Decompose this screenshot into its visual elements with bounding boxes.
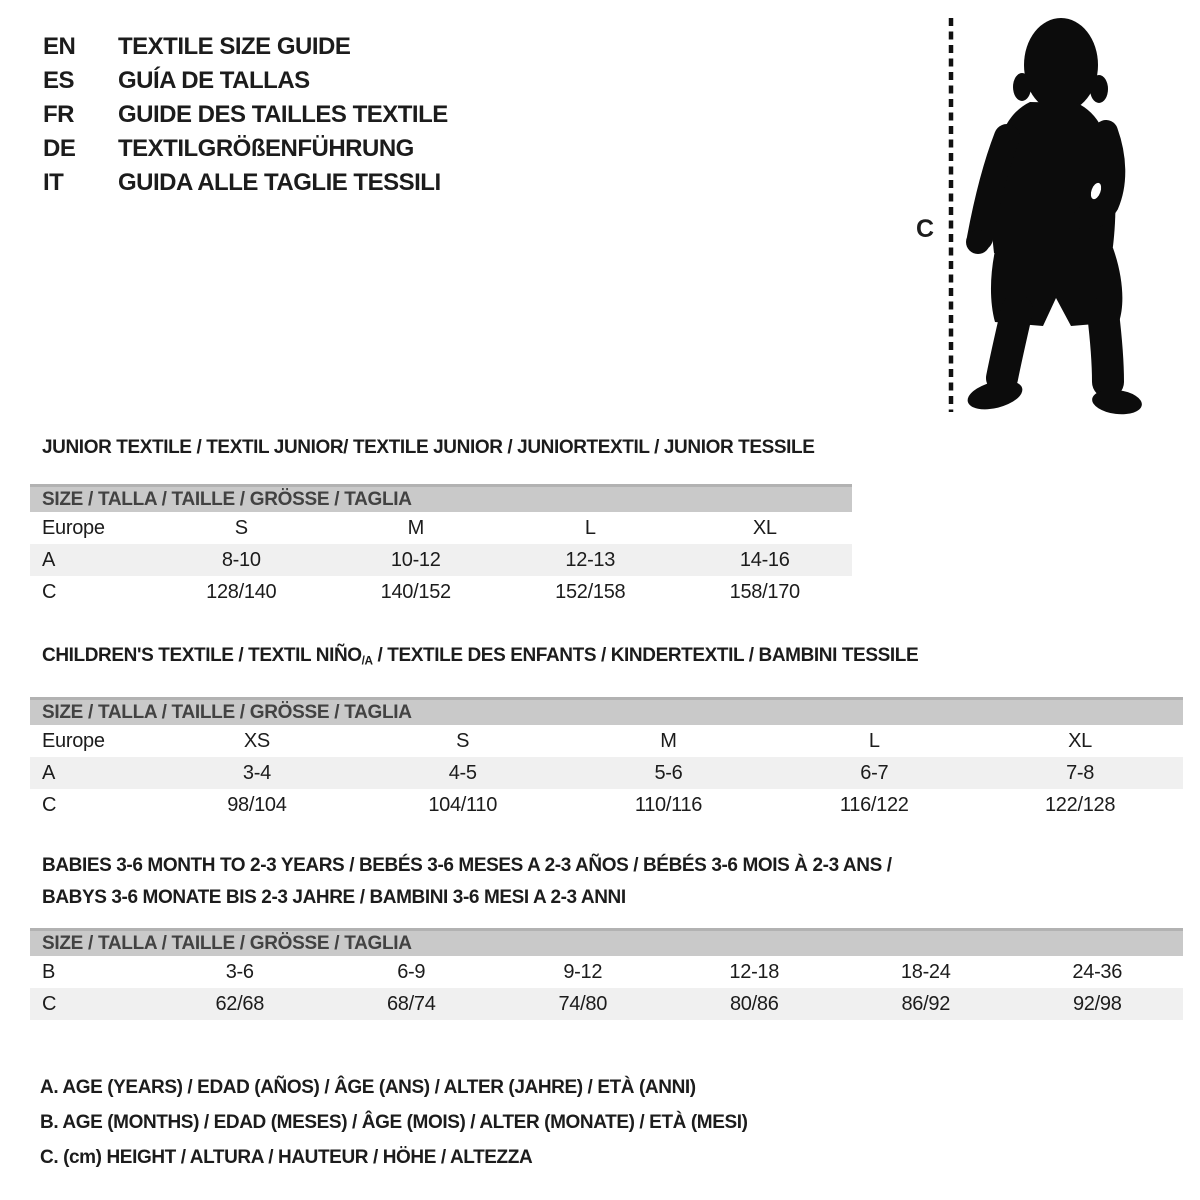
table-row-height: [30, 789, 1183, 821]
age-cell: 6-7: [860, 761, 889, 784]
legend-line-c: C. (cm) HEIGHT / ALTURA / HAUTEUR / HÖHE / ALTEZZA: [40, 1147, 533, 1168]
size-cell: S: [456, 729, 470, 752]
table-row-months: [30, 956, 1183, 988]
language-list: [43, 30, 448, 200]
height-cell: 158/170: [729, 580, 800, 603]
age-cell: 5-6: [654, 761, 683, 784]
months-cell: 6-9: [397, 960, 426, 983]
language-code: FR: [43, 101, 74, 128]
toddler-silhouette-graphic: [895, 10, 1160, 422]
height-cell: 98/104: [227, 793, 287, 816]
language-code: IT: [43, 169, 64, 196]
height-cell: 116/122: [839, 793, 909, 816]
language-title: GUIDA ALLE TAGLIE TESSILI: [118, 169, 441, 196]
language-title: GUÍA DE TALLAS: [118, 67, 310, 94]
table-row-age: [30, 544, 852, 576]
section-title-children: [30, 644, 1183, 672]
language-title: GUIDE DES TAILLES TEXTILE: [118, 101, 448, 128]
legend-line-b: B. AGE (MONTHS) / EDAD (MESES) / ÂGE (MOIS) / ALTER (MONATE) / ETÀ (MESI): [40, 1112, 748, 1133]
height-cell: 128/140: [206, 580, 277, 603]
row-label: Europe: [42, 516, 105, 539]
section-junior-textile: [30, 436, 852, 608]
height-cell: 86/92: [901, 992, 951, 1015]
size-cell: L: [584, 516, 596, 539]
size-cell: M: [660, 729, 677, 752]
language-code: EN: [43, 33, 76, 60]
size-table-header: SIZE / TALLA / TAILLE / GRÖSSE / TAGLIA: [30, 697, 1183, 725]
age-cell: 12-13: [565, 548, 616, 571]
table-row-age: [30, 757, 1183, 789]
age-cell: 3-4: [242, 761, 271, 784]
language-title: TEXTILGRÖßENFÜHRUNG: [118, 135, 414, 162]
row-label: C: [42, 580, 57, 603]
row-label: Europe: [42, 729, 105, 752]
months-cell: 12-18: [729, 960, 780, 983]
height-cell: 80/86: [729, 992, 779, 1015]
height-cell: 74/80: [558, 992, 608, 1015]
age-cell: 10-12: [390, 548, 441, 571]
title-text: CHILDREN'S TEXTILE / TEXTIL NIÑO: [42, 645, 362, 666]
table-row-height: [30, 576, 852, 608]
age-cell: 4-5: [448, 761, 477, 784]
months-cell: 24-36: [1072, 960, 1123, 983]
language-row-fr: [43, 98, 448, 132]
size-cell: XL: [752, 516, 777, 539]
height-cell: 104/110: [428, 793, 498, 816]
height-cell: 152/158: [555, 580, 626, 603]
row-label: C: [42, 992, 57, 1015]
row-label: A: [42, 548, 56, 571]
table-row-height: [30, 988, 1183, 1020]
row-label: B: [42, 960, 56, 983]
table-body: [30, 512, 852, 608]
section-babies: [30, 850, 1183, 1020]
height-cell: 122/128: [1044, 793, 1116, 816]
height-cell: 92/98: [1072, 992, 1122, 1015]
title-subscript: /A: [361, 654, 373, 668]
size-table-header: SIZE / TALLA / TAILLE / GRÖSSE / TAGLIA: [30, 928, 1183, 956]
months-cell: 3-6: [225, 960, 254, 983]
legend-line-a: A. AGE (YEARS) / EDAD (AÑOS) / ÂGE (ANS) / ALTER (JAHRE) / ETÀ (ANNI): [40, 1077, 696, 1098]
title-text: / TEXTILE DES ENFANTS / KINDERTEXTIL / BAMBINI TESSILE: [372, 645, 919, 666]
language-row-es: [43, 64, 448, 98]
height-cell: 62/68: [215, 992, 265, 1015]
measurement-figure: [895, 10, 1160, 422]
measure-c-label: C: [916, 215, 935, 243]
language-row-it: [43, 166, 448, 200]
language-code: DE: [43, 135, 76, 162]
table-body: [30, 956, 1183, 1020]
toddler-silhouette: [965, 18, 1144, 417]
height-cell: 68/74: [386, 992, 436, 1015]
size-cell: XL: [1068, 729, 1093, 752]
language-row-de: [43, 132, 448, 166]
row-label: A: [42, 761, 56, 784]
section-title-junior: JUNIOR TEXTILE / TEXTIL JUNIOR/ TEXTILE JUNIOR / JUNIORTEXTIL / JUNIOR TESSILE: [42, 437, 815, 458]
section-title-babies-line1: BABIES 3-6 MONTH TO 2-3 YEARS / BEBÉS 3-6 MESES A 2-3 AÑOS / BÉBÉS 3-6 MOIS À 2-3 ANS /: [42, 855, 892, 876]
size-cell: XS: [243, 729, 270, 752]
age-cell: 14-16: [739, 548, 790, 571]
age-cell: 8-10: [221, 548, 261, 571]
months-cell: 9-12: [563, 960, 603, 983]
height-cell: 110/116: [634, 793, 703, 816]
section-childrens-textile: [30, 644, 1183, 821]
language-code: ES: [43, 67, 75, 94]
language-title: TEXTILE SIZE GUIDE: [118, 33, 351, 60]
language-row-en: [43, 30, 448, 64]
table-row-europe: [30, 512, 852, 544]
measurement-legend: [40, 1070, 748, 1175]
height-cell: 140/152: [380, 580, 451, 603]
size-table-header: SIZE / TALLA / TAILLE / GRÖSSE / TAGLIA: [30, 484, 852, 512]
junior-size-table: [30, 484, 852, 608]
row-label: C: [42, 793, 57, 816]
table-row-europe: [30, 725, 1183, 757]
size-cell: L: [868, 729, 880, 752]
table-body: [30, 725, 1183, 821]
size-cell: S: [234, 516, 248, 539]
babies-size-table: [30, 928, 1183, 1020]
size-cell: M: [407, 516, 424, 539]
months-cell: 18-24: [900, 960, 951, 983]
section-title-babies-line2: BABYS 3-6 MONATE BIS 2-3 JAHRE / BAMBINI 3-6 MESI A 2-3 ANNI: [42, 887, 626, 908]
age-cell: 7-8: [1066, 761, 1095, 784]
children-size-table: [30, 697, 1183, 821]
